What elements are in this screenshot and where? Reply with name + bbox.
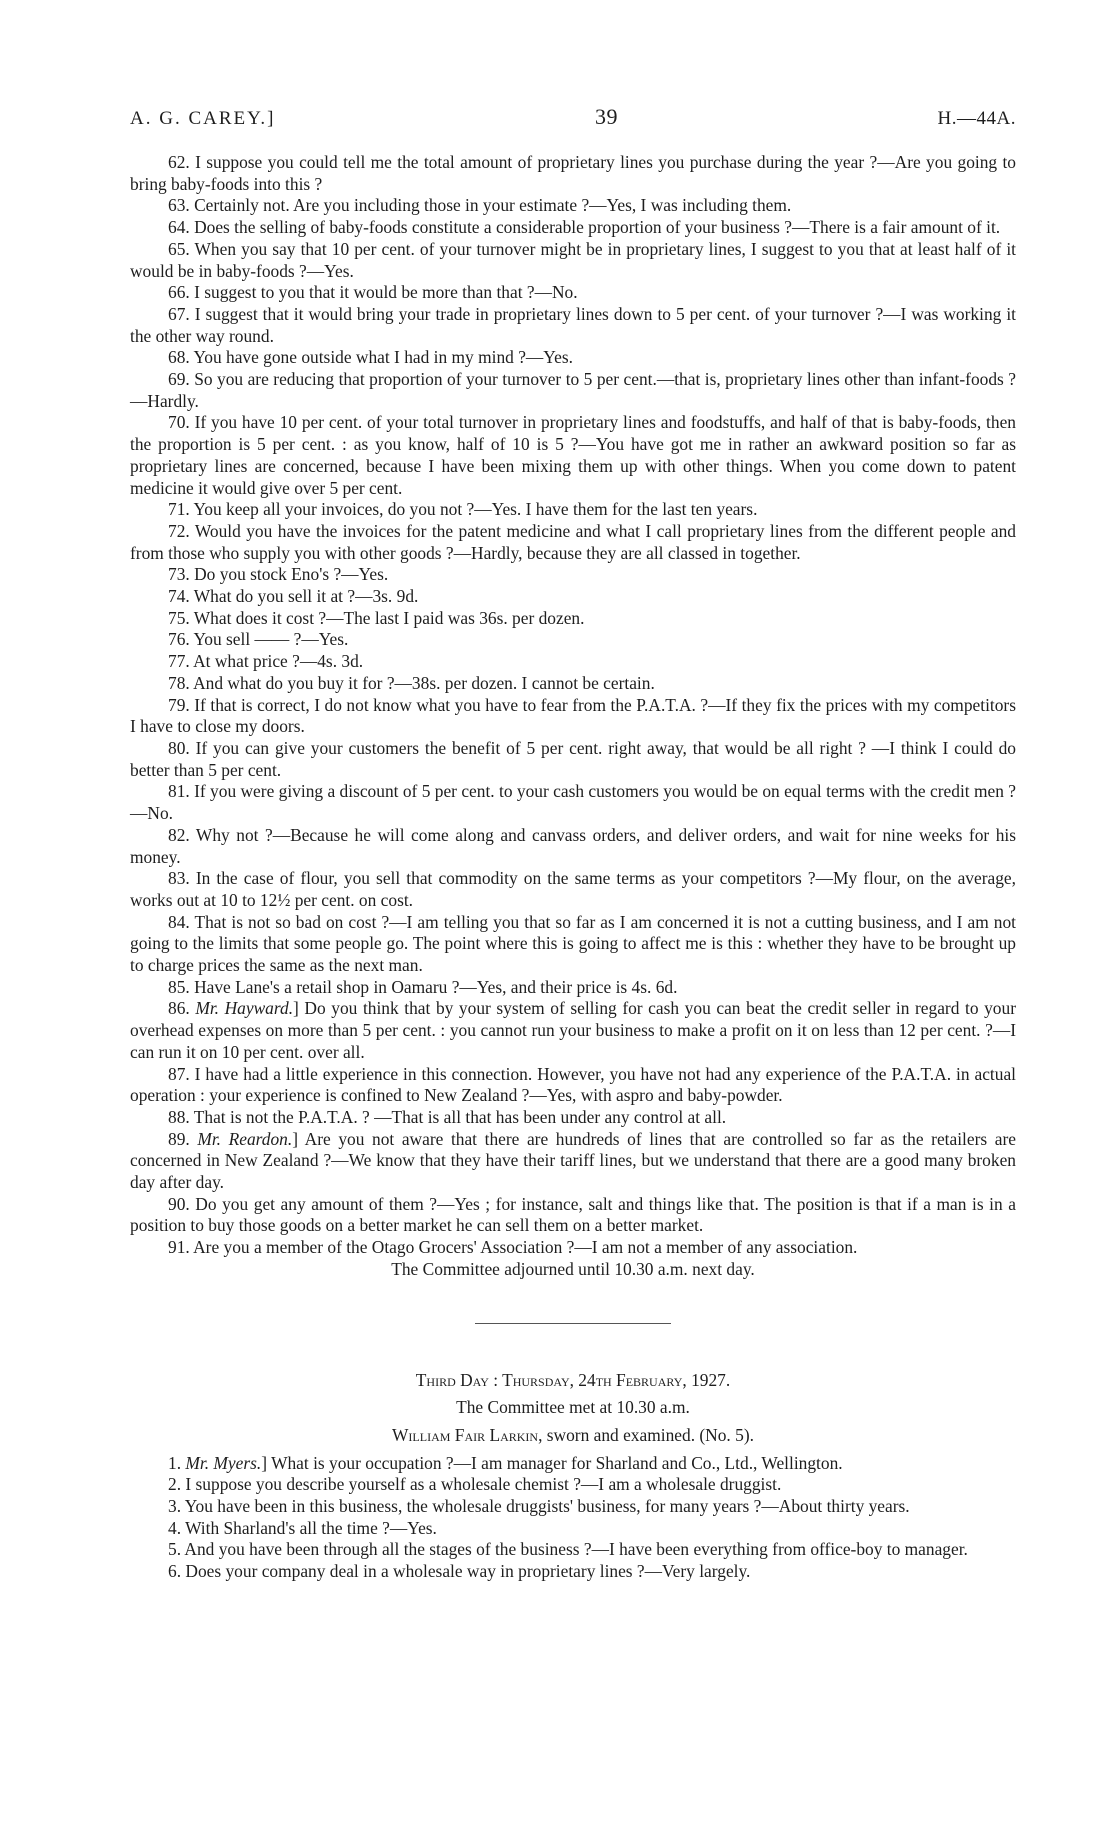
paragraph: 80. If you can give your customers the benefit of 5 per cent. right away, that would be all right ? —I think I could do better than 5 per cent. [130, 737, 1016, 780]
paragraph: 63. Certainly not. Are you including those in your estimate ?—Yes, I was including them. [168, 195, 792, 216]
paragraph-q1 [130, 1453, 1016, 1475]
paragraph: 78. And what do you buy it for ?—38s. per dozen. I cannot be certain. [168, 672, 655, 693]
committee-met: The Committee met at 10.30 a.m. [456, 1397, 690, 1418]
paragraph: 65. When you say that 10 per cent. of your turnover might be in proprietary lines, I suggest to you that at least half of it would be in baby-foods ?—Yes. [130, 238, 1016, 281]
paragraph: 73. Do you stock Eno's ?—Yes. [168, 564, 389, 585]
document-reference: H.—44A. [937, 108, 1016, 129]
paragraph: 79. If that is correct, I do not know what you have to fear from the P.A.T.A. ?—If they fix the prices with my competitors I have to close my doors. [130, 694, 1016, 737]
section-divider [475, 1323, 671, 1324]
question-number: 86. [168, 998, 190, 1019]
paragraph: 67. I suggest that it would bring your trade in proprietary lines down to 5 per cent. of your turnover ?—I was working it the other way round. [130, 303, 1016, 346]
paragraph: 70. If you have 10 per cent. of your total turnover in proprietary lines and foodstuffs, and half of that is baby-foods, then the proportion is 5 per cent. : as you know, half of 10 is 5 ?—You have got me in rather an awkward position so far as proprietary lines are concerned, because I have been mixing them up with other things. When you come down to patent medicine it would give over 5 per cent. [130, 412, 1016, 498]
paragraph: 81. If you were giving a discount of 5 per cent. to your cash customers you would be on equal terms with the credit men ?—No. [130, 781, 1016, 824]
question-text: ] Do you think that by your system of selling for cash you can beat the credit seller in regard to your overhead expenses on more than 5 per cent. : you cannot run your business to make a profit on it on less than 12 per cent. ?—I can run it on 10 per cent. over all. [130, 998, 1016, 1062]
paragraph: 91. Are you a member of the Otago Grocers' Association ?—I am not a member of any association. [168, 1237, 858, 1258]
paragraph: 85. Have Lane's a retail shop in Oamaru ?—Yes, and their price is 4s. 6d. [168, 976, 678, 997]
paragraph: 2. I suppose you describe yourself as a wholesale chemist ?—I am a wholesale druggist. [168, 1474, 782, 1495]
paragraph: 4. With Sharland's all the time ?—Yes. [168, 1517, 437, 1538]
page-header [130, 104, 1016, 130]
question-number: 1. [168, 1452, 182, 1473]
paragraph: 77. At what price ?—4s. 3d. [168, 651, 364, 672]
question-text: ] What is your occupation ?—I am manager for Sharland and Co., Ltd., Wellington. [261, 1452, 843, 1473]
paragraph: 74. What do you sell it at ?—3s. 9d. [168, 586, 419, 607]
paragraph: 71. You keep all your invoices, do you not ?—Yes. I have them for the last ten years. [168, 499, 758, 520]
page-number: 39 [595, 104, 618, 129]
paragraph: 84. That is not so bad on cost ?—I am telling you that so far as I am concerned it is not a cutting business, and I am not going to the limits that some people go. The point where this is going to affect me is this : whether they have to be brought up to charge prices the same as the next man. [130, 911, 1016, 976]
paragraph: 90. Do you get any amount of them ?—Yes ; for instance, salt and things like that. The position is that if a man is in a position to buy those goods on a better market he can sell them on a better market. [130, 1193, 1016, 1236]
adjournment-note: The Committee adjourned until 10.30 a.m. next day. [391, 1258, 755, 1279]
paragraph: 5. And you have been through all the stages of the business ?—I have been everything from office-boy to manager. [168, 1539, 968, 1560]
day-heading: Third Day : Thursday, 24th February, 1927. [415, 1369, 731, 1390]
witness-status: , sworn and examined. (No. 5). [538, 1424, 754, 1445]
paragraph: 87. I have had a little experience in this connection. However, you have not had any experience of the P.A.T.A. in actual operation : your experience is confined to New Zealand ?—Yes, with aspro and baby-powder. [130, 1063, 1016, 1106]
header-witness: A. G. CAREY.] [130, 108, 276, 129]
witness-name: William Fair Larkin [392, 1424, 539, 1445]
paragraph: 76. You sell —— ?—Yes. [168, 629, 349, 650]
paragraph: 72. Would you have the invoices for the patent medicine and what I call proprietary lines from the different people and from those who supply you with other goods ?—Hardly, because they are all classed in together. [130, 520, 1016, 563]
paragraph: 75. What does it cost ?—The last I paid was 36s. per dozen. [168, 607, 585, 628]
paragraph: 83. In the case of flour, you sell that commodity on the same terms as your competitors ?—My flour, on the average, works out at 10 to 12½ per cent. on cost. [130, 868, 1016, 910]
paragraph-89 [130, 1129, 1016, 1194]
paragraph: 6. Does your company deal in a wholesale way in proprietary lines ?—Very largely. [168, 1561, 751, 1582]
paragraph: 68. You have gone outside what I had in my mind ?—Yes. [168, 347, 573, 368]
page-body [130, 152, 1016, 1583]
paragraph: 64. Does the selling of baby-foods constitute a considerable proportion of your business ?—There is a fair amount of it. [168, 217, 1001, 238]
paragraph-86 [130, 998, 1016, 1063]
speaker-name: Mr. Myers. [185, 1452, 262, 1473]
paragraph: 82. Why not ?—Because he will come along and canvass orders, and deliver orders, and wait for nine weeks for his money. [130, 824, 1016, 867]
paragraph: 88. That is not the P.A.T.A. ? —That is all that has been under any control at all. [168, 1106, 727, 1127]
speaker-name: Mr. Reardon. [197, 1128, 293, 1149]
paragraph: 62. I suppose you could tell me the total amount of proprietary lines you purchase during the year ?—Are you going to bring baby-foods into this ? [130, 152, 1016, 194]
paragraph: 3. You have been in this business, the wholesale druggists' business, for many years ?—About thirty years. [168, 1496, 910, 1517]
witness-heading [130, 1425, 1016, 1447]
paragraph: 66. I suggest to you that it would be more than that ?—No. [168, 282, 578, 303]
question-number: 89. [168, 1128, 190, 1149]
paragraph: 69. So you are reducing that proportion of your turnover to 5 per cent.—that is, proprietary lines other than infant-foods ?—Hardly. [130, 369, 1016, 411]
question-text: ] Are you not aware that there are hundreds of lines that are controlled so far as the retailers are concerned in New Zealand ?—We know that they have their tariff lines, but we understand that there are a good many broken day after day. [130, 1128, 1016, 1193]
speaker-name: Mr. Hayward. [195, 998, 294, 1019]
